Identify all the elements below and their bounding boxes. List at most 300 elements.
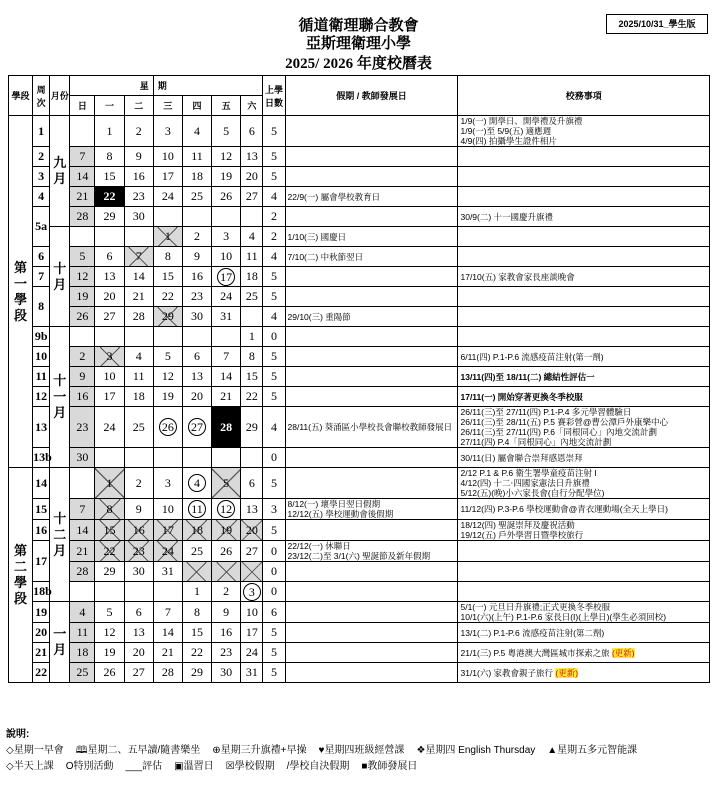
day-cell: 8: [95, 147, 124, 167]
day-cell: 31: [241, 663, 263, 683]
holiday-entry: [285, 663, 458, 683]
affair-entry: [458, 247, 710, 267]
affair-entry: 17/10(五) 家教會家長座談晚會: [458, 267, 710, 287]
day-cell: 3: [95, 347, 124, 367]
day-cell: 15: [153, 267, 182, 287]
week-row: [9, 448, 710, 468]
week-number: 10: [33, 347, 50, 367]
col-week: 周次: [33, 76, 50, 116]
day-cell: 17: [241, 623, 263, 643]
week-number: 19: [33, 602, 50, 623]
day-cell: 25: [124, 407, 153, 448]
day-cell: 12: [95, 623, 124, 643]
day-cell: 7: [153, 602, 182, 623]
day-cell: 27: [241, 541, 263, 562]
affair-entry: [458, 541, 710, 562]
week-row: [9, 227, 710, 247]
affair-entry: 1/9(一) 開學日、開學禮及升旗禮 1/9(一)至 5/9(五) 適應週 4/9(四) 拍攝學生證件相片: [458, 116, 710, 147]
day-cell: 1: [241, 327, 263, 347]
day-cell: [70, 327, 95, 347]
school-days-count: 5: [263, 387, 285, 407]
week-row: [9, 499, 710, 520]
day-cell: [182, 207, 211, 227]
holiday-entry: [285, 582, 458, 602]
day-cell: 30: [212, 663, 241, 683]
day-cell: 29: [241, 407, 263, 448]
week-number: 17: [33, 541, 50, 582]
day-cell: 24: [241, 643, 263, 663]
day-cell: 5: [212, 468, 241, 499]
school-days-count: 2: [263, 207, 285, 227]
day-cell: [70, 116, 95, 147]
day-cell: 18: [182, 520, 211, 541]
day-cell: 18: [124, 387, 153, 407]
col-holidays: 假期 / 教師發展日: [285, 76, 458, 116]
day-cell: 23: [124, 187, 153, 207]
legend-item: O特別活動: [65, 761, 114, 772]
day-cell: 28: [212, 407, 241, 448]
day-cell: 29: [95, 207, 124, 227]
day-cell: 18: [241, 267, 263, 287]
holiday-entry: [285, 448, 458, 468]
day-cell: [212, 448, 241, 468]
day-cell: 25: [182, 541, 211, 562]
col-affairs: 校務事項: [458, 76, 710, 116]
day-cell: 16: [124, 167, 153, 187]
day-cell: 12: [212, 147, 241, 167]
day-cell: 1: [95, 468, 124, 499]
week-row: [9, 623, 710, 643]
week-row: [9, 327, 710, 347]
school-days-count: 5: [263, 116, 285, 147]
legend-item: ___評估: [125, 761, 163, 772]
week-number: 21: [33, 643, 50, 663]
school-days-count: 0: [263, 327, 285, 347]
day-cell: [124, 227, 153, 247]
day-cell: 13: [182, 367, 211, 387]
day-cell: [182, 327, 211, 347]
day-cell: 12: [153, 367, 182, 387]
affair-entry: 13/11(四)至 18/11(二) 總結性評估一: [458, 367, 710, 387]
day-cell: 26: [153, 407, 182, 448]
day-cell: 24: [153, 541, 182, 562]
day-tue: 二: [124, 96, 153, 116]
school-days-count: 0: [263, 582, 285, 602]
week-number: 22: [33, 663, 50, 683]
week-row: [9, 663, 710, 683]
legend-item: ♥星期四班級經營課: [318, 745, 405, 756]
day-cell: 23: [212, 643, 241, 663]
day-cell: 2: [212, 582, 241, 602]
month-label: 十 月: [50, 227, 70, 327]
day-cell: 2: [182, 227, 211, 247]
day-cell: 6: [124, 602, 153, 623]
affair-entry: 18/12(四) 聖誕崇拜及慶祝活動 19/12(五) 戶外學習日暨學校旅行: [458, 520, 710, 541]
holiday-entry: [285, 207, 458, 227]
day-cell: 30: [124, 562, 153, 582]
week-number: 1: [33, 116, 50, 147]
day-cell: 29: [182, 663, 211, 683]
day-cell: 16: [212, 623, 241, 643]
week-number: 4: [33, 187, 50, 207]
day-cell: 10: [153, 147, 182, 167]
day-cell: 19: [212, 167, 241, 187]
school-days-count: 5: [263, 347, 285, 367]
week-row: [9, 247, 710, 267]
day-cell: 21: [70, 187, 95, 207]
day-cell: 3: [212, 227, 241, 247]
term-label: 第 二 學 段: [9, 468, 33, 683]
day-cell: 11: [70, 623, 95, 643]
week-number: 5a: [33, 207, 50, 247]
week-row: [9, 643, 710, 663]
week-row: [9, 520, 710, 541]
week-row: [9, 287, 710, 307]
day-cell: [95, 582, 124, 602]
day-cell: 15: [182, 623, 211, 643]
holiday-entry: [285, 267, 458, 287]
day-cell: 23: [124, 541, 153, 562]
day-cell: [241, 207, 263, 227]
day-cell: 28: [70, 562, 95, 582]
day-cell: 22: [153, 287, 182, 307]
affair-entry: [458, 327, 710, 347]
day-cell: [95, 227, 124, 247]
day-cell: 25: [70, 663, 95, 683]
day-cell: 9: [212, 602, 241, 623]
day-cell: 17: [95, 387, 124, 407]
week-row: [9, 582, 710, 602]
day-cell: [212, 207, 241, 227]
holiday-entry: 22/9(一) 屬會學校教育日: [285, 187, 458, 207]
holiday-entry: 22/12(一) 休聯日 23/12(二)至 3/1(六) 聖誕節及新年假期: [285, 541, 458, 562]
day-cell: 12: [70, 267, 95, 287]
holiday-entry: [285, 643, 458, 663]
week-row: [9, 602, 710, 623]
day-cell: 10: [241, 602, 263, 623]
day-cell: 25: [241, 287, 263, 307]
day-cell: 14: [124, 267, 153, 287]
day-cell: 28: [153, 663, 182, 683]
col-period: 期: [153, 76, 263, 96]
day-cell: 19: [70, 287, 95, 307]
day-cell: 24: [212, 287, 241, 307]
legend-item: ■教師發展日: [361, 761, 418, 772]
week-number: 15: [33, 499, 50, 520]
day-cell: [95, 448, 124, 468]
affair-entry: [458, 227, 710, 247]
affair-entry: 31/1(六) 家教會親子旅行 (更新): [458, 663, 710, 683]
affair-entry: 5/1(一) 元旦日升旗禮;正式更換冬季校服 10/1(六)(上午) P.1-P.6 家長日(I)(上學日)(學生必須回校): [458, 602, 710, 623]
day-cell: 15: [95, 167, 124, 187]
day-cell: 22: [241, 387, 263, 407]
school-days-count: 5: [263, 468, 285, 499]
day-cell: 22: [95, 187, 124, 207]
month-label: 十 一 月: [50, 327, 70, 468]
holiday-entry: [285, 562, 458, 582]
school-days-count: 6: [263, 602, 285, 623]
day-cell: 26: [70, 307, 95, 327]
affair-entry: 21/1(三) P.5 粵港澳大灣區城市探索之旅 (更新): [458, 643, 710, 663]
week-row: [9, 307, 710, 327]
holiday-entry: [285, 167, 458, 187]
school-days-count: 4: [263, 407, 285, 448]
week-number: 9b: [33, 327, 50, 347]
day-cell: 1: [182, 582, 211, 602]
day-cell: 29: [153, 307, 182, 327]
week-row: [9, 367, 710, 387]
legend-item: ◇半天上課: [6, 761, 54, 772]
week-row: [9, 167, 710, 187]
holiday-entry: [285, 520, 458, 541]
day-wed: 三: [153, 96, 182, 116]
holiday-entry: 1/10(三) 國慶日: [285, 227, 458, 247]
day-cell: 16: [70, 387, 95, 407]
day-cell: 5: [153, 347, 182, 367]
day-cell: 26: [212, 541, 241, 562]
col-term: 學段: [9, 76, 33, 116]
day-cell: 28: [124, 307, 153, 327]
version-badge: 2025/10/31_學生版: [606, 14, 708, 34]
col-school-days: 上學日數: [263, 76, 285, 116]
col-month: 月份: [50, 76, 70, 116]
day-cell: 14: [70, 167, 95, 187]
school-calendar-table: [8, 75, 710, 683]
updated-tag: (更新): [611, 647, 635, 658]
legend-item: /學校自決假期: [286, 761, 350, 772]
week-number: 3: [33, 167, 50, 187]
holiday-entry: [285, 287, 458, 307]
day-cell: 11: [182, 499, 211, 520]
day-cell: 23: [182, 287, 211, 307]
day-cell: 24: [95, 407, 124, 448]
day-cell: 3: [153, 116, 182, 147]
school-days-count: 4: [263, 307, 285, 327]
day-cell: 26: [212, 187, 241, 207]
day-cell: 9: [124, 147, 153, 167]
day-cell: [241, 307, 263, 327]
day-cell: 27: [182, 407, 211, 448]
school-days-count: 3: [263, 499, 285, 520]
legend-item: ⊕星期三升旗禮+早操: [212, 745, 307, 756]
school-days-count: 0: [263, 448, 285, 468]
week-row: [9, 407, 710, 448]
week-number: 14: [33, 468, 50, 499]
holiday-entry: 7/10(二) 中秋節翌日: [285, 247, 458, 267]
legend-title: 說明:: [6, 729, 30, 740]
day-cell: 9: [182, 247, 211, 267]
holiday-entry: [285, 387, 458, 407]
day-cell: 24: [153, 187, 182, 207]
day-cell: 31: [212, 307, 241, 327]
school-days-count: 5: [263, 167, 285, 187]
day-cell: 22: [95, 541, 124, 562]
school-days-count: 0: [263, 541, 285, 562]
day-cell: 9: [70, 367, 95, 387]
holiday-entry: [285, 602, 458, 623]
school-name: 亞斯理衛理小學: [305, 36, 411, 52]
day-cell: 20: [182, 387, 211, 407]
affair-entry: [458, 287, 710, 307]
week-number: 7: [33, 267, 50, 287]
affair-entry: 11/12(四) P.3-P.6 學校運動會@青衣運動場(全天上學日): [458, 499, 710, 520]
day-cell: 15: [241, 367, 263, 387]
school-days-count: 4: [263, 187, 285, 207]
week-row: [9, 267, 710, 287]
affair-entry: [458, 307, 710, 327]
holiday-entry: 8/12(一) 壞學日翌日假期 12/12(五) 學校運動會後假期: [285, 499, 458, 520]
holiday-entry: [285, 623, 458, 643]
day-cell: 13: [241, 499, 263, 520]
school-days-count: 2: [263, 227, 285, 247]
day-cell: 14: [70, 520, 95, 541]
holiday-entry: 28/11(五) 葵涌區小學校長會聯校教師發展日: [285, 407, 458, 448]
school-org-title: 循道衛理聯合教會: [298, 18, 419, 34]
day-cell: 17: [153, 520, 182, 541]
day-cell: 30: [70, 448, 95, 468]
day-cell: [241, 562, 263, 582]
holiday-entry: [285, 468, 458, 499]
school-days-count: 5: [263, 267, 285, 287]
week-number: 6: [33, 247, 50, 267]
day-cell: 17: [153, 167, 182, 187]
day-cell: 11: [182, 147, 211, 167]
day-cell: 2: [70, 347, 95, 367]
updated-tag: (更新): [555, 667, 579, 678]
day-cell: 21: [124, 287, 153, 307]
day-cell: 7: [70, 147, 95, 167]
day-cell: 31: [153, 562, 182, 582]
day-cell: 8: [153, 247, 182, 267]
week-row: [9, 147, 710, 167]
legend: [6, 727, 714, 775]
day-cell: 6: [241, 468, 263, 499]
day-cell: 9: [124, 499, 153, 520]
week-number: 20: [33, 623, 50, 643]
day-cell: [212, 327, 241, 347]
day-cell: 5: [70, 247, 95, 267]
affair-entry: 30/9(二) 十一國慶升旗禮: [458, 207, 710, 227]
day-cell: 6: [241, 116, 263, 147]
day-cell: 8: [95, 499, 124, 520]
day-cell: 20: [95, 287, 124, 307]
day-cell: 27: [241, 187, 263, 207]
day-cell: 19: [153, 387, 182, 407]
week-row: [9, 207, 710, 227]
day-cell: 4: [241, 227, 263, 247]
day-cell: 3: [241, 582, 263, 602]
day-cell: 10: [212, 247, 241, 267]
day-mon: 一: [95, 96, 124, 116]
day-cell: [70, 582, 95, 602]
day-thu: 四: [182, 96, 211, 116]
month-label: 一 月: [50, 602, 70, 683]
day-cell: 13: [241, 147, 263, 167]
month-label: 十 二 月: [50, 468, 70, 602]
day-cell: 16: [182, 267, 211, 287]
day-cell: 11: [124, 367, 153, 387]
week-number: 11: [33, 367, 50, 387]
holiday-entry: [285, 116, 458, 147]
day-cell: 4: [70, 602, 95, 623]
day-cell: 8: [182, 602, 211, 623]
col-star: 星: [70, 76, 153, 96]
school-days-count: 4: [263, 247, 285, 267]
day-cell: 20: [241, 167, 263, 187]
day-cell: 10: [95, 367, 124, 387]
day-cell: [124, 448, 153, 468]
school-days-count: 5: [263, 367, 285, 387]
day-cell: 11: [241, 247, 263, 267]
affair-entry: 30/11(日) 屬會聯合崇拜感恩崇拜: [458, 448, 710, 468]
affair-entry: 2/12 P.1 & P.6 衛生署學童疫苗注射 I 4/12(四) 十二‧四國家憲法日升旗禮 5/12(五)(晚)小六家長會(自行分配學位): [458, 468, 710, 499]
school-days-count: 5: [263, 643, 285, 663]
day-cell: 7: [212, 347, 241, 367]
week-row: [9, 562, 710, 582]
day-cell: [70, 468, 95, 499]
school-days-count: 5: [263, 663, 285, 683]
day-cell: 29: [95, 562, 124, 582]
week-number: 18b: [33, 582, 50, 602]
week-row: [9, 387, 710, 407]
week-number: 2: [33, 147, 50, 167]
day-cell: 4: [182, 116, 211, 147]
day-cell: 27: [95, 307, 124, 327]
affair-entry: [458, 187, 710, 207]
day-cell: 19: [212, 520, 241, 541]
day-cell: 21: [153, 643, 182, 663]
month-label: 九 月: [50, 116, 70, 227]
week-number: 8: [33, 287, 50, 327]
day-cell: 22: [182, 643, 211, 663]
day-cell: 12: [212, 499, 241, 520]
day-fri: 五: [212, 96, 241, 116]
day-cell: [153, 582, 182, 602]
holiday-entry: 29/10(三) 重陽節: [285, 307, 458, 327]
school-days-count: 5: [263, 147, 285, 167]
affair-entry: 26/11(三)至 27/11(四) P.1-P.4 多元學習體驗日 26/11(三)至 28/11(五) P.5 賽彩營@曹公潭戶外康樂中心 26/11(三)至 27/11(四) P.6「同根同心」內地交流計劃 27/11(四) P.4「同根同心」內地交流計劃: [458, 407, 710, 448]
day-cell: 30: [124, 207, 153, 227]
day-cell: 26: [95, 663, 124, 683]
day-cell: 14: [212, 367, 241, 387]
day-cell: 13: [95, 267, 124, 287]
week-number: 16: [33, 520, 50, 541]
holiday-entry: [285, 367, 458, 387]
day-cell: 18: [70, 643, 95, 663]
holiday-entry: [285, 147, 458, 167]
day-cell: [124, 582, 153, 602]
holiday-entry: [285, 347, 458, 367]
day-cell: 21: [70, 541, 95, 562]
week-row: [9, 347, 710, 367]
day-cell: 6: [182, 347, 211, 367]
day-cell: 2: [124, 468, 153, 499]
day-cell: 1: [95, 116, 124, 147]
legend-item: ▣溫習日: [174, 761, 214, 772]
day-cell: 23: [70, 407, 95, 448]
legend-item: ◇星期一早會: [6, 745, 64, 756]
day-cell: 5: [95, 602, 124, 623]
day-sun: 日: [70, 96, 95, 116]
day-cell: 14: [153, 623, 182, 643]
school-days-count: 5: [263, 623, 285, 643]
day-cell: [70, 227, 95, 247]
day-cell: [153, 448, 182, 468]
day-cell: 3: [153, 468, 182, 499]
day-cell: 30: [182, 307, 211, 327]
day-cell: 4: [124, 347, 153, 367]
day-cell: 16: [124, 520, 153, 541]
